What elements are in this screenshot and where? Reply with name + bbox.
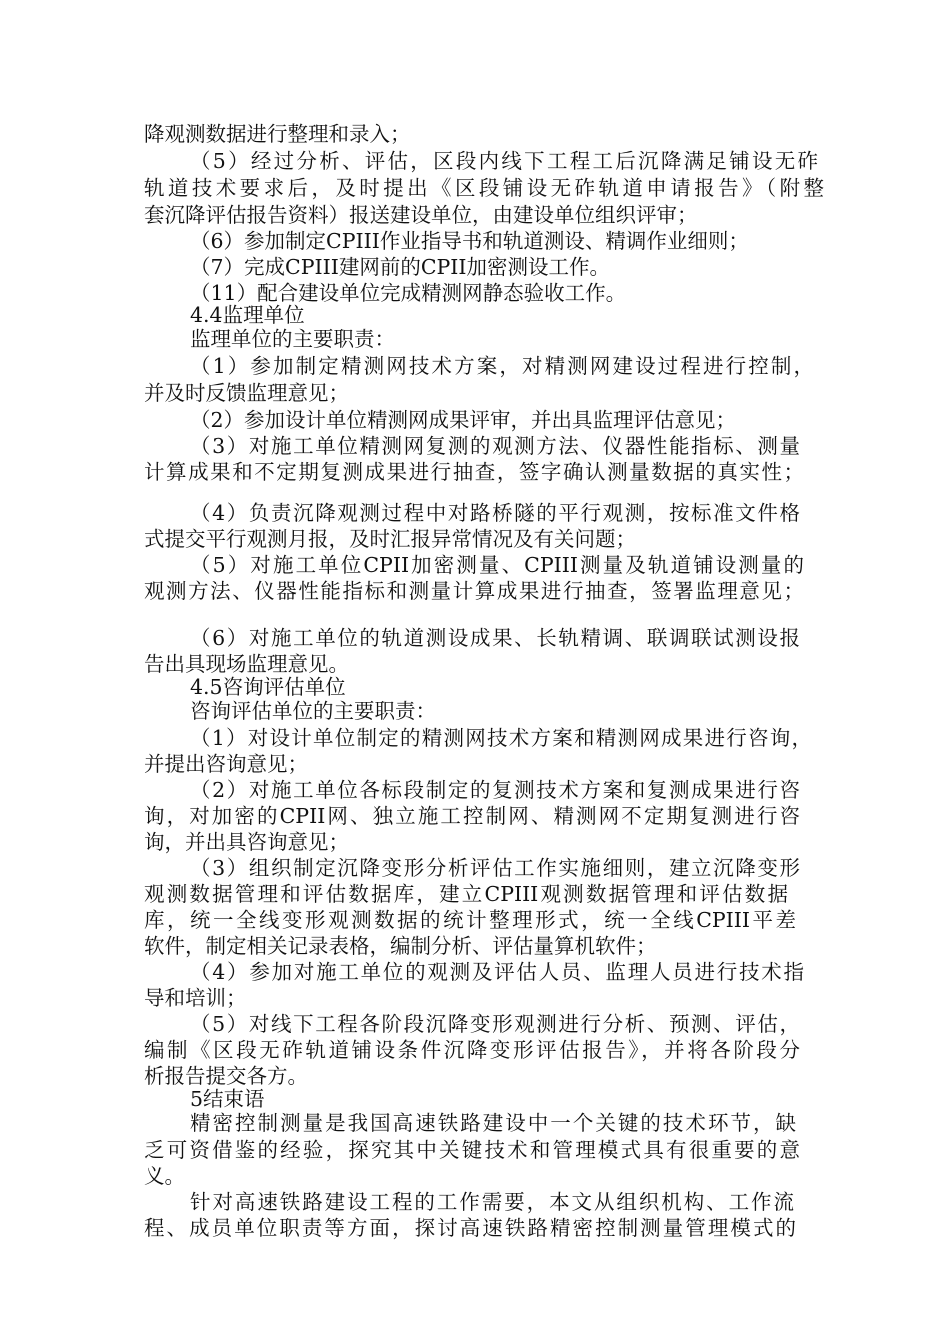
text-line: 导和培训；	[144, 986, 247, 1010]
text-line: （4）负责沉降观测过程中对路桥隧的平行观测，按标准文件格	[190, 501, 800, 525]
text-line: 库，统一全线变形观测数据的统计整理形式，统一全线CPIII平差	[144, 908, 796, 932]
text-line: 套沉降评估报告资料）报送建设单位，由建设单位组织评审；	[144, 203, 698, 227]
text-line: 乏可资借鉴的经验，探究其中关键技术和管理模式具有很重要的意	[144, 1138, 800, 1162]
text-line: 针对高速铁路建设工程的工作需要，本文从组织机构、工作流	[190, 1190, 794, 1214]
text-line: 计算成果和不定期复测成果进行抽查，签字确认测量数据的真实性；	[144, 460, 804, 484]
text-line: 轨道技术要求后，及时提出《区段铺设无砟轨道申请报告》（附整	[144, 176, 824, 200]
text-line: （6）参加制定CPIII作业指导书和轨道测设、精调作业细则；	[190, 229, 749, 253]
text-line: （5）对线下工程各阶段沉降变形观测进行分析、预测、评估，	[190, 1012, 800, 1036]
text-line: 程、成员单位职责等方面，探讨高速铁路精密控制测量管理模式的	[144, 1216, 796, 1240]
text-line: 告出具现场监理意见。	[144, 652, 349, 676]
section-heading: 5结束语	[190, 1087, 265, 1111]
text-line: （11）配合建设单位完成精测网静态验收工作。	[190, 281, 627, 305]
text-line: （1）参加制定精测网技术方案，对精测网建设过程进行控制，	[190, 354, 814, 378]
text-line: （7）完成CPIII建网前的CPII加密测设工作。	[190, 255, 610, 279]
text-line: （4）参加对施工单位的观测及评估人员、监理人员进行技术指	[190, 960, 804, 984]
text-line: （2）参加设计单位精测网成果评审，并出具监理评估意见；	[190, 408, 737, 432]
text-line: 析报告提交各方。	[144, 1064, 308, 1088]
text-line: （5）对施工单位CPII加密测量、CPIII测量及轨道铺设测量的	[190, 553, 804, 577]
text-line: （5）经过分析、评估，区段内线下工程工后沉降满足铺设无砟	[190, 149, 818, 173]
text-line: 监理单位的主要职责：	[190, 327, 395, 351]
text-line: （3）对施工单位精测网复测的观测方法、仪器性能指标、测量	[190, 434, 800, 458]
text-line: （2）对施工单位各标段制定的复测技术方案和复测成果进行咨	[190, 778, 800, 802]
text-line: （6）对施工单位的轨道测设成果、长轨精调、联调联试测设报	[190, 626, 800, 650]
text-line: 精密控制测量是我国高速铁路建设中一个关键的技术环节，缺	[190, 1111, 796, 1135]
text-line: （3）组织制定沉降变形分析评估工作实施细则，建立沉降变形	[190, 856, 800, 880]
text-line: 编制《区段无砟轨道铺设条件沉降变形评估报告》，并将各阶段分	[144, 1038, 800, 1062]
text-line: 并提出咨询意见；	[144, 752, 308, 776]
section-heading: 4.4监理单位	[190, 303, 305, 327]
text-line: 观测方法、仪器性能指标和测量计算成果进行抽查，签署监理意见；	[144, 579, 804, 603]
text-line: 咨询评估单位的主要职责：	[190, 699, 436, 723]
text-line: 义。	[144, 1164, 185, 1188]
text-line: （1）对设计单位制定的精测网技术方案和精测网成果进行咨询，	[190, 726, 812, 750]
text-line: 式提交平行观测月报，及时汇报异常情况及有关问题；	[144, 527, 636, 551]
text-line: 降观测数据进行整理和录入；	[144, 122, 411, 146]
section-heading: 4.5咨询评估单位	[190, 675, 346, 699]
text-line: 观测数据管理和评估数据库，建立CPIII观测数据管理和评估数据	[144, 882, 788, 906]
text-line: 软件，制定相关记录表格，编制分析、评估量算机软件；	[144, 934, 657, 958]
text-line: 询，对加密的CPII网、独立施工控制网、精测网不定期复测进行咨	[144, 804, 800, 828]
text-line: 询，并出具咨询意见；	[144, 830, 349, 854]
text-line: 并及时反馈监理意见；	[144, 381, 349, 405]
